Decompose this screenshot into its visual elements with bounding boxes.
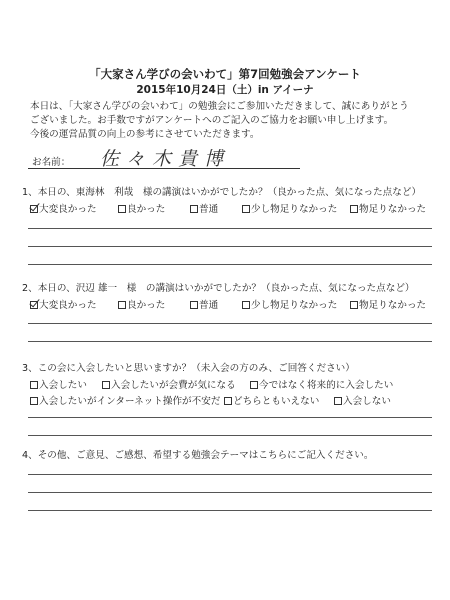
name-field[interactable] <box>28 150 298 172</box>
option-label: 少し物足りなかった <box>251 300 338 311</box>
option-label: 普通 <box>199 204 219 215</box>
intro-text <box>30 100 430 142</box>
option-label: 物足りなかった <box>359 300 427 311</box>
answer-line[interactable] <box>28 435 432 436</box>
question-3-options-row2 <box>30 393 440 407</box>
q2-option-somewhat-lacking[interactable] <box>242 297 337 311</box>
checkbox-icon[interactable] <box>250 381 258 389</box>
intro-line: ございました。お手数ですがアンケートへのご記入のご協力をお願い申し上げます。 <box>30 115 394 126</box>
q1-option-somewhat-lacking[interactable] <box>242 201 337 215</box>
q3-option-join-fee-concern[interactable] <box>102 377 236 391</box>
checkbox-icon[interactable] <box>118 205 126 213</box>
q3-option-undecided[interactable] <box>224 393 319 407</box>
q2-option-very-good[interactable] <box>30 297 97 311</box>
question-4: 4、その他、ご意見、ご感想、希望する勉強会テーマはこちらにご記入ください。 <box>22 450 374 461</box>
option-label: どちらともいえない <box>233 396 320 407</box>
question-2: 2、本日の、沢辺 雄一 様 の講演はいかがでしたか？（良かった点、気になった点など） <box>22 283 415 294</box>
answer-line[interactable] <box>28 264 432 265</box>
answer-line[interactable] <box>28 510 432 511</box>
q2-option-lacking[interactable] <box>350 297 426 311</box>
checkbox-icon[interactable] <box>350 301 358 309</box>
question-1-options <box>30 201 440 215</box>
answer-line[interactable] <box>28 474 432 475</box>
intro-line: 今後の運営品質の向上の参考にさせていただきます。 <box>30 129 260 140</box>
option-label: 入会したいが会費が気になる <box>111 380 236 391</box>
option-label: 入会したいがインターネット操作が不安だ <box>39 396 221 407</box>
q3-option-join[interactable] <box>30 377 87 391</box>
checkbox-icon[interactable] <box>118 301 126 309</box>
question-3: 3、この会に入会したいと思いますか？（未入会の方のみ、ご回答ください） <box>22 363 355 374</box>
question-1: 1、本日の、東海林 利哉 様の講演はいかがでしたか？（良かった点、気になった点など） <box>22 187 422 198</box>
option-label: 入会したい <box>39 380 87 391</box>
option-label: 入会しない <box>343 396 391 407</box>
checkbox-icon[interactable] <box>190 301 198 309</box>
option-label: 良かった <box>127 204 166 215</box>
checkbox-icon[interactable] <box>102 381 110 389</box>
q1-option-lacking[interactable] <box>350 201 426 215</box>
answer-line[interactable] <box>28 341 432 342</box>
survey-title: 「大家さん学びの会いわて」第7回勉強会アンケート <box>89 67 361 81</box>
q2-option-normal[interactable] <box>190 297 218 311</box>
option-label: 普通 <box>199 300 219 311</box>
option-label: 今ではなく将来的に入会したい <box>259 380 394 391</box>
intro-line: 本日は、「大家さん学びの会いわて」の勉強会にご参加いただきまして、誠にありがとう <box>30 101 409 112</box>
q1-option-very-good[interactable] <box>30 201 97 215</box>
q3-option-not-join[interactable] <box>334 393 391 407</box>
name-underline <box>28 168 300 169</box>
q3-option-internet-concern[interactable] <box>30 393 220 407</box>
answer-line[interactable] <box>28 492 432 493</box>
checkbox-icon[interactable] <box>334 397 342 405</box>
option-label: 物足りなかった <box>359 204 427 215</box>
q3-option-join-later[interactable] <box>250 377 393 391</box>
checkbox-icon[interactable] <box>190 205 198 213</box>
checkbox-checked-icon[interactable] <box>30 205 38 213</box>
option-label: 大変良かった <box>39 204 97 215</box>
option-label: 大変良かった <box>39 300 97 311</box>
checkbox-icon[interactable] <box>30 397 38 405</box>
answer-line[interactable] <box>28 246 432 247</box>
checkbox-icon[interactable] <box>224 397 232 405</box>
checkbox-checked-icon[interactable] <box>30 301 38 309</box>
name-handwritten-value: 佐々木貴博 <box>100 148 231 170</box>
answer-line[interactable] <box>28 417 432 418</box>
question-3-options-row1 <box>30 377 440 391</box>
survey-date: 2015年10月24日（土）in アイーナ <box>136 84 314 96</box>
option-label: 少し物足りなかった <box>251 204 338 215</box>
q2-option-good[interactable] <box>118 297 165 311</box>
checkbox-icon[interactable] <box>30 381 38 389</box>
answer-line[interactable] <box>28 228 432 229</box>
checkbox-icon[interactable] <box>242 205 250 213</box>
name-label: お名前： <box>32 157 71 168</box>
checkbox-icon[interactable] <box>350 205 358 213</box>
checkbox-icon[interactable] <box>242 301 250 309</box>
question-2-options <box>30 297 440 311</box>
answer-line[interactable] <box>28 323 432 324</box>
option-label: 良かった <box>127 300 166 311</box>
q1-option-good[interactable] <box>118 201 165 215</box>
q1-option-normal[interactable] <box>190 201 218 215</box>
